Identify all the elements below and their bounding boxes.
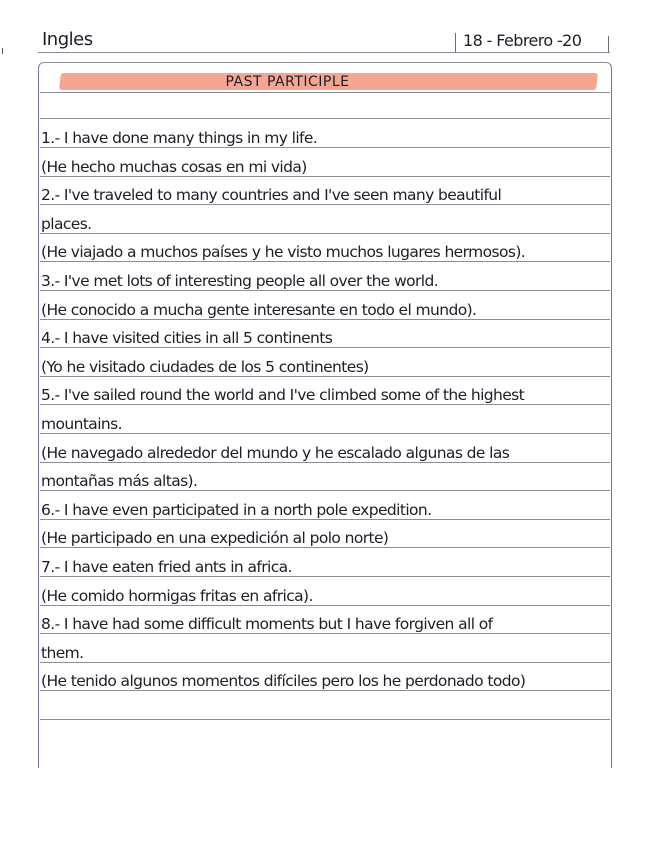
text-line: (He conocido a mucha gente interesante en todo el mundo).	[41, 301, 477, 319]
ruled-line	[40, 719, 610, 720]
text-line: (He viajado a muchos países y he visto muchos lugares hermosos).	[41, 243, 526, 261]
subject-label: Ingles	[42, 29, 93, 50]
text-line: 2.- I've traveled to many countries and I've seen many beautiful	[41, 186, 502, 204]
text-line: 5.- I've sailed round the world and I've climbed some of the highest	[41, 386, 525, 404]
text-line: (He navegado alrededor del mundo y he escalado algunas de las	[41, 444, 510, 462]
text-line: 6.- I have even participated in a north pole expedition.	[41, 501, 432, 519]
scan-mark	[2, 48, 3, 54]
page-title-text: PAST PARTICIPLE	[225, 74, 350, 90]
text-line: montañas más altas).	[41, 472, 198, 490]
text-line: (Yo he visitado ciudades de los 5 continentes)	[41, 358, 369, 376]
text-line: places.	[41, 215, 92, 233]
text-line: (He participado en una expedición al polo norte)	[41, 529, 389, 547]
ruled-line	[40, 92, 610, 93]
ruled-line	[40, 233, 610, 234]
page-title	[0, 74, 655, 90]
ruled-line	[40, 662, 610, 663]
text-line: (He tenido algunos momentos difíciles pero los he perdonado todo)	[41, 672, 526, 690]
header-rule	[38, 52, 610, 53]
ruled-line	[40, 118, 610, 119]
text-line: 4.- I have visited cities in all 5 continents	[41, 329, 333, 347]
date-label: 18 - Febrero -20	[463, 31, 582, 50]
text-line: mountains.	[41, 415, 122, 433]
text-line: 7.- I have eaten fried ants in africa.	[41, 558, 292, 576]
text-line: (He comido hormigas fritas en africa).	[41, 587, 313, 605]
header-edge	[608, 36, 609, 53]
ruled-line	[40, 433, 610, 434]
text-line: (He hecho muchas cosas en mi vida)	[41, 158, 307, 176]
text-line: them.	[41, 644, 84, 662]
header-divider	[455, 33, 456, 53]
text-line: 3.- I've met lots of interesting people all over the world.	[41, 272, 439, 290]
text-line: 1.- I have done many things in my life.	[41, 129, 318, 147]
text-line: 8.- I have had some difficult moments but I have forgiven all of	[41, 615, 493, 633]
